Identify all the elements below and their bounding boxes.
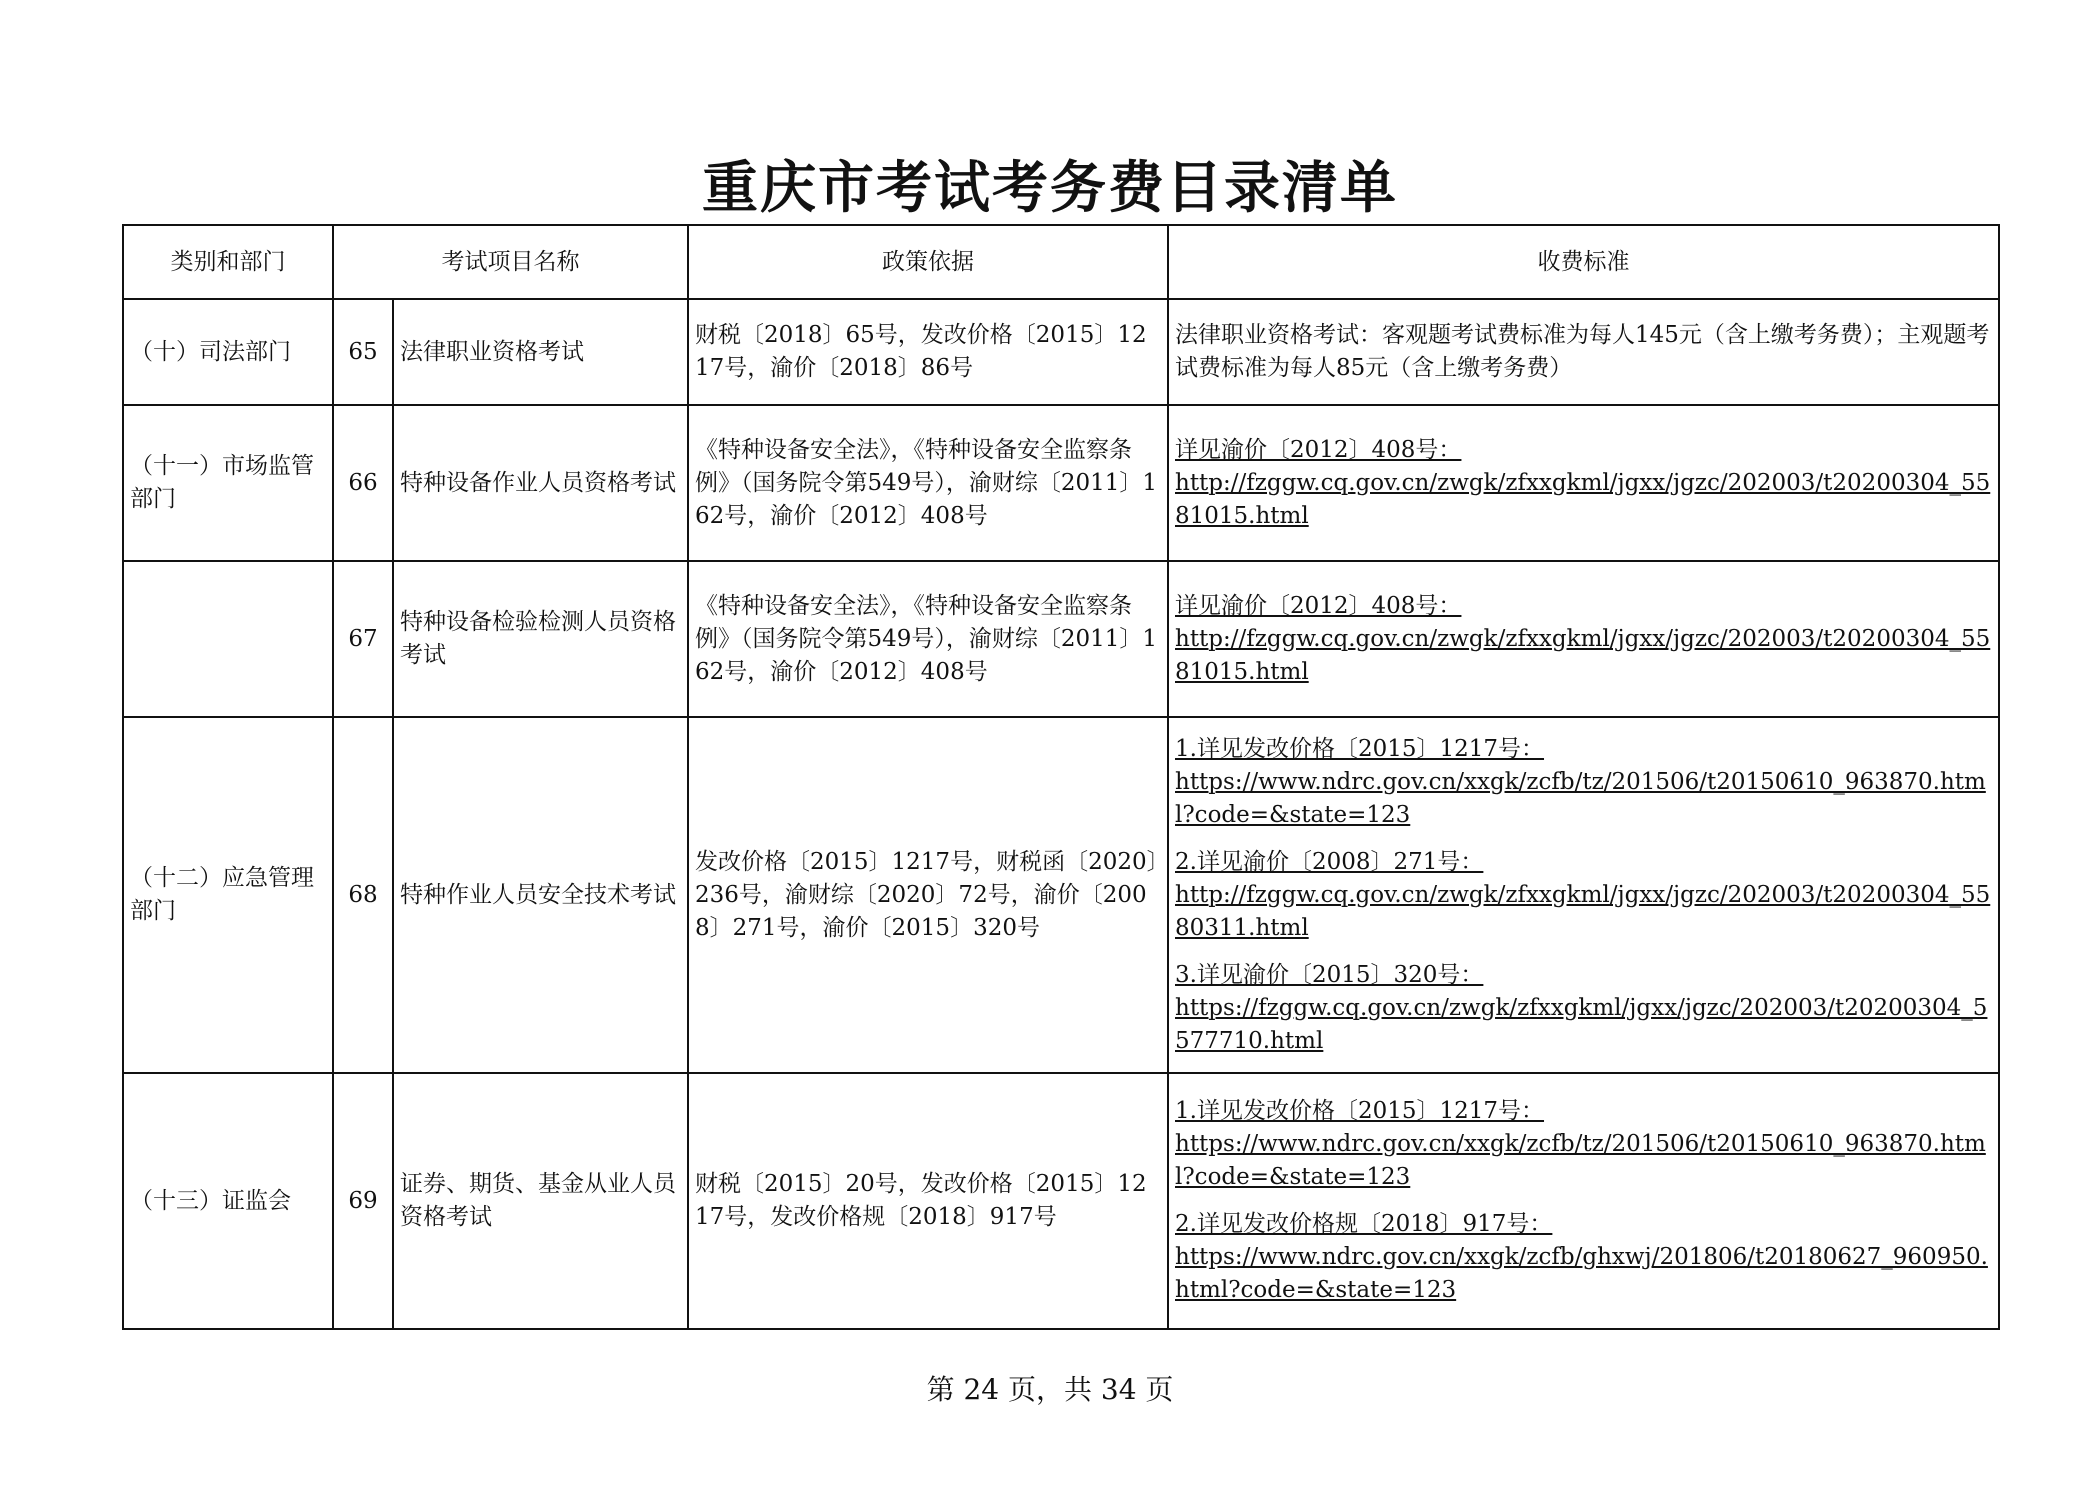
- fee-link-url[interactable]: http://fzggw.cq.gov.cn/zwgk/zfxxgkml/jgxx/jgzc/202003/t20200304_5580311.html: [1175, 881, 1991, 941]
- fee-link-block: [1175, 1208, 1992, 1307]
- category-cell: （十三）证监会: [123, 1073, 333, 1329]
- table-row: [123, 299, 1999, 405]
- fee-catalog-table: [122, 224, 2000, 1330]
- fee-link-block: [1175, 733, 1992, 832]
- fee-link-label[interactable]: 1.详见发改价格〔2015〕1217号：: [1175, 735, 1545, 762]
- category-cell: （十）司法部门: [123, 299, 333, 405]
- fee-cell: 法律职业资格考试：客观题考试费标准为每人145元（含上缴考务费）；主观题考试费标准为每人85元（含上缴考务费）: [1168, 299, 1999, 405]
- category-cell: [123, 561, 333, 717]
- fee-cell: [1168, 1073, 1999, 1329]
- fee-link-block: [1175, 590, 1992, 689]
- fee-cell: [1168, 561, 1999, 717]
- table-row: [123, 717, 1999, 1073]
- page-footer: 第 24 页，共 34 页: [926, 1373, 1174, 1406]
- fee-cell: [1168, 717, 1999, 1073]
- fee-link-label[interactable]: 详见渝价〔2012〕408号：: [1175, 592, 1462, 619]
- policy-cell: 财税〔2018〕65号，发改价格〔2015〕1217号，渝价〔2018〕86号: [688, 299, 1168, 405]
- policy-cell: 发改价格〔2015〕1217号，财税函〔2020〕236号，渝财综〔2020〕72号，渝价〔2008〕271号，渝价〔2015〕320号: [688, 717, 1168, 1073]
- table-header-row: [123, 225, 1999, 299]
- fee-link-label[interactable]: 2.详见渝价〔2008〕271号：: [1175, 848, 1484, 875]
- policy-cell: 财税〔2015〕20号，发改价格〔2015〕1217号，发改价格规〔2018〕917号: [688, 1073, 1168, 1329]
- exam-cell: 证券、期货、基金从业人员资格考试: [393, 1073, 688, 1329]
- number-cell: 67: [333, 561, 393, 717]
- header-fee: 收费标准: [1168, 225, 1999, 299]
- category-cell: （十二）应急管理部门: [123, 717, 333, 1073]
- fee-link-label[interactable]: 1.详见发改价格〔2015〕1217号：: [1175, 1098, 1545, 1124]
- fee-link-url[interactable]: https://www.ndrc.gov.cn/xxgk/zcfb/ghxwj/201806/t20180627_960950.html?code=&state=123: [1175, 1244, 1988, 1303]
- fee-link-url[interactable]: https://www.ndrc.gov.cn/xxgk/zcfb/tz/201506/t20150610_963870.html?code=&state=123: [1175, 1131, 1986, 1190]
- exam-cell: 法律职业资格考试: [393, 299, 688, 405]
- fee-link-label[interactable]: 详见渝价〔2012〕408号：: [1175, 436, 1462, 463]
- header-exam: 考试项目名称: [333, 225, 688, 299]
- policy-cell: 《特种设备安全法》，《特种设备安全监察条例》（国务院令第549号），渝财综〔2011〕162号，渝价〔2012〕408号: [688, 561, 1168, 717]
- fee-link-block: [1175, 959, 1992, 1058]
- header-category: 类别和部门: [123, 225, 333, 299]
- table-row: [123, 405, 1999, 561]
- exam-cell: 特种设备检验检测人员资格考试: [393, 561, 688, 717]
- fee-link-url[interactable]: http://fzggw.cq.gov.cn/zwgk/zfxxgkml/jgxx/jgzc/202003/t20200304_5581015.html: [1175, 625, 1991, 685]
- header-policy: 政策依据: [688, 225, 1168, 299]
- category-cell: （十一）市场监管部门: [123, 405, 333, 561]
- exam-cell: 特种设备作业人员资格考试: [393, 405, 688, 561]
- fee-link-label[interactable]: 3.详见渝价〔2015〕320号：: [1175, 961, 1484, 988]
- table-row: [123, 561, 1999, 717]
- table-row: [123, 1073, 1999, 1329]
- fee-link-block: [1175, 434, 1992, 533]
- number-cell: 68: [333, 717, 393, 1073]
- fee-link-label[interactable]: 2.详见发改价格规〔2018〕917号：: [1175, 1211, 1553, 1237]
- number-cell: 69: [333, 1073, 393, 1329]
- number-cell: 66: [333, 405, 393, 561]
- fee-link-url[interactable]: http://fzggw.cq.gov.cn/zwgk/zfxxgkml/jgxx/jgzc/202003/t20200304_5581015.html: [1175, 469, 1991, 529]
- policy-cell: 《特种设备安全法》，《特种设备安全监察条例》（国务院令第549号），渝财综〔2011〕162号，渝价〔2012〕408号: [688, 405, 1168, 561]
- document-title: 重庆市考试考务费目录清单: [702, 155, 1398, 221]
- fee-cell: [1168, 405, 1999, 561]
- exam-cell: 特种作业人员安全技术考试: [393, 717, 688, 1073]
- fee-link-url[interactable]: https://www.ndrc.gov.cn/xxgk/zcfb/tz/201506/t20150610_963870.html?code=&state=123: [1175, 768, 1986, 828]
- fee-link-url[interactable]: https://fzggw.cq.gov.cn/zwgk/zfxxgkml/jgxx/jgzc/202003/t20200304_5577710.html: [1175, 994, 1988, 1054]
- fee-link-block: [1175, 1095, 1992, 1194]
- fee-link-block: [1175, 846, 1992, 945]
- number-cell: 65: [333, 299, 393, 405]
